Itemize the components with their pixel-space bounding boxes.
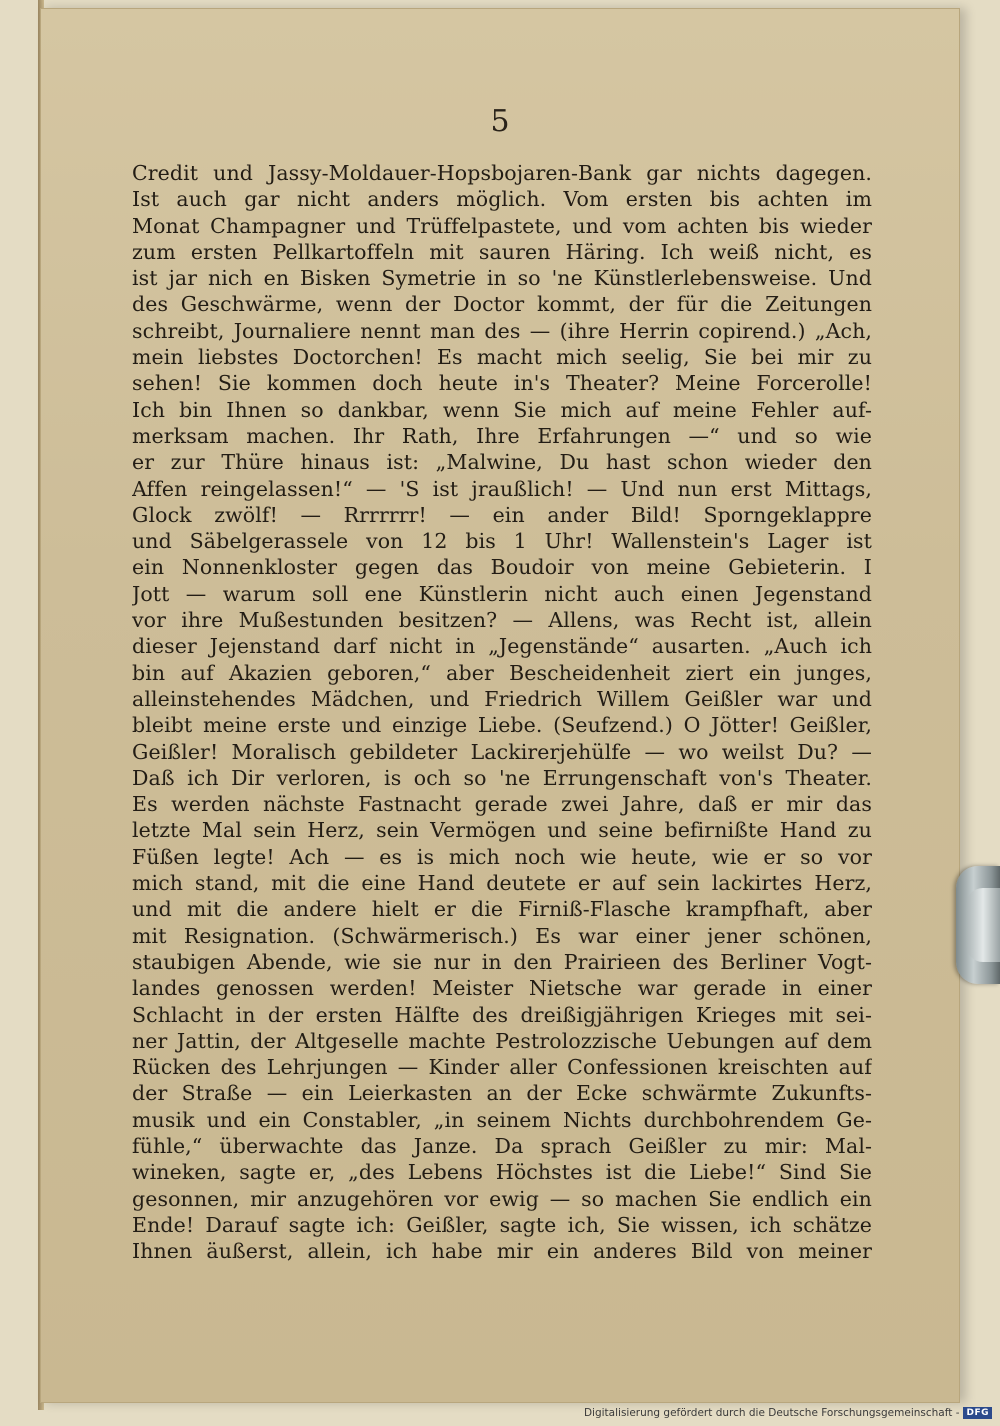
text-line: Affen reingelassen!“ — 'S ist jraußlich! — Und nun erst Mittags,	[132, 476, 872, 501]
text-line: des Geschwärme, wenn der Doctor kommt, der für die Zeitungen	[132, 292, 872, 317]
text-line: ist jar nich en Bisken Symetrie in so 'ne Künstlerlebensweise. Und	[132, 266, 872, 291]
text-line: Ich bin Ihnen so dankbar, wenn Sie mich auf meine Fehler auf-	[132, 397, 872, 422]
text-line: Ist auch gar nicht anders möglich. Vom ersten bis achten im	[132, 187, 872, 212]
text-line: Es werden nächste Fastnacht gerade zwei Jahre, daß er mir das	[132, 792, 872, 817]
text-line: ner Jattin, der Altgeselle machte Pestrolozzische Uebungen auf dem	[132, 1028, 872, 1053]
text-line: bleibt meine erste und einzige Liebe. (Seufzend.) O Jötter! Geißler,	[132, 713, 872, 738]
text-line: Monat Champagner und Trüffelpastete, und vom achten bis wieder	[132, 213, 872, 238]
text-line: letzte Mal sein Herz, sein Vermögen und seine befirnißte Hand zu	[132, 818, 872, 843]
text-line: und mit die andere hielt er die Firniß-Flasche krampfhaft, aber	[132, 897, 872, 922]
footer-text: Digitalisierung gefördert durch die Deutsche Forschungsgemeinschaft -	[583, 1407, 960, 1419]
text-line: merksam machen. Ihr Rath, Ihre Erfahrungen —“ und so wie	[132, 423, 872, 448]
text-line: sehen! Sie kommen doch heute in's Theater? Meine Forcerolle!	[132, 371, 872, 396]
footer	[584, 1404, 992, 1422]
page-number: 5	[490, 104, 510, 139]
text-line: Glock zwölf! — Rrrrrrr! — ein ander Bild! Sporngeklappre	[132, 502, 872, 527]
text-line: vor ihre Mußestunden besitzen? — Allens, was Recht ist, allein	[132, 608, 872, 633]
text-line: landes genossen werden! Meister Nietsche war gerade in einer	[132, 976, 872, 1001]
text-line: wineken, sagte er, „des Lebens Höchstes ist die Liebe!“ Sind Sie	[132, 1160, 872, 1185]
text-line: Ende! Darauf sagte ich: Geißler, sagte ich, Sie wissen, ich schätze	[132, 1212, 872, 1237]
text-line: bin auf Akazien geboren,“ aber Bescheidenheit ziert ein junges,	[132, 660, 872, 685]
text-line: Jott — warum soll ene Künstlerin nicht auch einen Jegenstand	[132, 581, 872, 606]
dfg-logo: DFG	[963, 1407, 992, 1419]
text-line: Credit und Jassy-Moldauer-Hopsbojaren-Bank gar nichts dagegen.	[132, 161, 872, 185]
text-line: staubigen Abende, wie sie nur in den Prairieen des Berliner Vogt-	[132, 949, 872, 974]
text-line: und Säbelgerassele von 12 bis 1 Uhr! Wallenstein's Lager ist	[132, 529, 872, 554]
text-line: musik und ein Constabler, „in seinem Nichts durchbohrendem Ge-	[132, 1107, 872, 1132]
text-line: fühle,“ überwachte das Janze. Da sprach Geißler zu mir: Mal-	[132, 1133, 872, 1158]
body-text	[132, 160, 872, 1264]
text-line: der Straße — ein Leierkasten an der Ecke schwärmte Zukunfts-	[132, 1081, 872, 1106]
text-line: Schlacht in der ersten Hälfte des dreißigjährigen Krieges mit sei-	[132, 1002, 872, 1027]
text-line: Geißler! Moralisch gebildeter Lackirerjehülfe — wo weilst Du? —	[132, 739, 872, 764]
text-line: Daß ich Dir verloren, is och so 'ne Errungenschaft von's Theater.	[132, 765, 872, 790]
text-line: mein liebstes Doctorchen! Es macht mich seelig, Sie bei mir zu	[132, 345, 872, 370]
text-line: schreibt, Journaliere nennt man des — (ihre Herrin copirend.) „Ach,	[132, 318, 872, 343]
text-line: gesonnen, mir anzugehören vor ewig — so machen Sie endlich ein	[132, 1186, 872, 1211]
text-line: ein Nonnenkloster gegen das Boudoir von meine Gebieterin. I	[132, 555, 872, 580]
text-line: Rücken des Lehrjungen — Kinder aller Confessionen kreischten auf	[132, 1055, 872, 1080]
page-clip	[956, 866, 1000, 984]
text-line: er zur Thüre hinaus ist: „Malwine, Du hast schon wieder den	[132, 450, 872, 475]
page-clip-highlight	[966, 888, 1000, 962]
text-line: zum ersten Pellkartoffeln mit sauren Häring. Ich weiß nicht, es	[132, 239, 872, 264]
text-line: dieser Jejenstand darf nicht in „Jegenstände“ ausarten. „Auch ich	[132, 634, 872, 659]
text-line: Ihnen äußerst, allein, ich habe mir ein anderes Bild von meiner	[132, 1239, 872, 1264]
text-line: alleinstehendes Mädchen, und Friedrich Willem Geißler war und	[132, 686, 872, 711]
text-line: mit Resignation. (Schwärmerisch.) Es war einer jener schönen,	[132, 923, 872, 948]
text-line: mich stand, mit die eine Hand deutete er auf sein lackirtes Herz,	[132, 871, 872, 896]
text-line: Füßen legte! Ach — es is mich noch wie heute, wie er so vor	[132, 844, 872, 869]
